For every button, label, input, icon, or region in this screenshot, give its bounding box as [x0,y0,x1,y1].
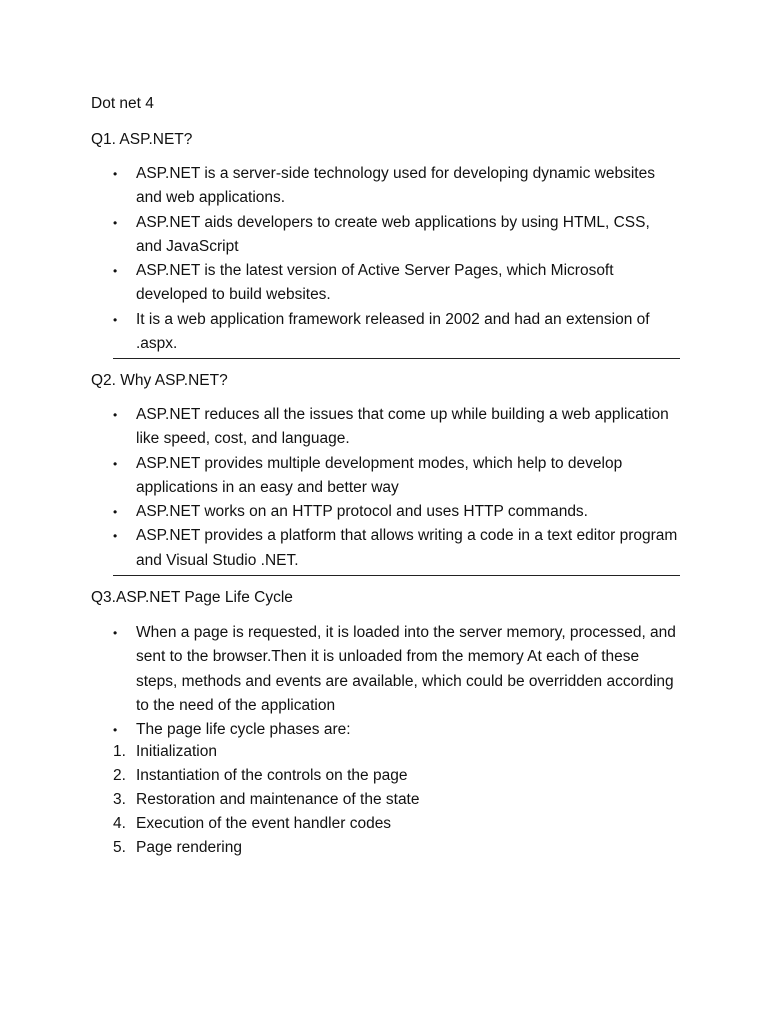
bullet-icon: • [113,167,118,181]
list-item: • ASP.NET provides a platform that allows writing a code in a text editor program and Visual Studio .NET. [113,524,678,573]
section-heading-q2: Q2. Why ASP.NET? [91,372,228,389]
list-item: • ASP.NET works on an HTTP protocol and uses HTTP commands. [113,500,678,524]
bullet-icon: • [113,215,118,230]
list-item: • ASP.NET reduces all the issues that come up while building a web application like speed, cost, and language. [113,403,678,452]
list-item: • The page life cycle phases are: [113,718,678,742]
list-item: • ASP.NET aids developers to create web applications by using HTML, CSS, and JavaScript [113,211,678,260]
bullet-icon: • [113,529,118,544]
section-divider [113,575,680,576]
section-heading-q1: Q1. ASP.NET? [91,131,193,148]
list-item: • ASP.NET is a server-side technology used for developing dynamic websites and web applications. [113,162,678,211]
bullet-icon: • [113,456,118,471]
bullet-icon: • [113,264,118,279]
bullet-icon: • [113,723,118,738]
bullet-icon: • [113,312,118,327]
list-item: • When a page is requested, it is loaded into the server memory, processed, and sent to the browser.Then it is unloaded from the memory At each of these steps, methods and events are available, which could be overridden according to the need of the application [113,621,678,718]
document-title: Dot net 4 [91,95,154,112]
list-item: 2. Instantiation of the controls on the page [113,767,408,784]
list-item: • ASP.NET is the latest version of Active Server Pages, which Microsoft developed to build websites. [113,259,678,308]
section-heading-q3: Q3.ASP.NET Page Life Cycle [91,589,293,606]
bullet-icon: • [113,505,118,520]
bullet-list-q2 [113,403,678,573]
list-item: 3. Restoration and maintenance of the state [113,791,420,808]
list-item: 4. Execution of the event handler codes [113,815,392,832]
bullet-icon: • [113,408,118,422]
section-divider [113,358,680,359]
bullet-list-q1 [113,162,678,356]
list-item: 5. Page rendering [113,839,242,856]
list-item: • It is a web application framework released in 2002 and had an extension of .aspx. [113,308,678,357]
list-item: 1. Initialization [113,743,217,760]
list-item: • ASP.NET provides multiple development modes, which help to develop applications in an easy and better way [113,452,678,501]
bullet-list-q3 [113,621,678,742]
bullet-icon: • [113,626,118,640]
numbered-list-phases [113,740,678,860]
